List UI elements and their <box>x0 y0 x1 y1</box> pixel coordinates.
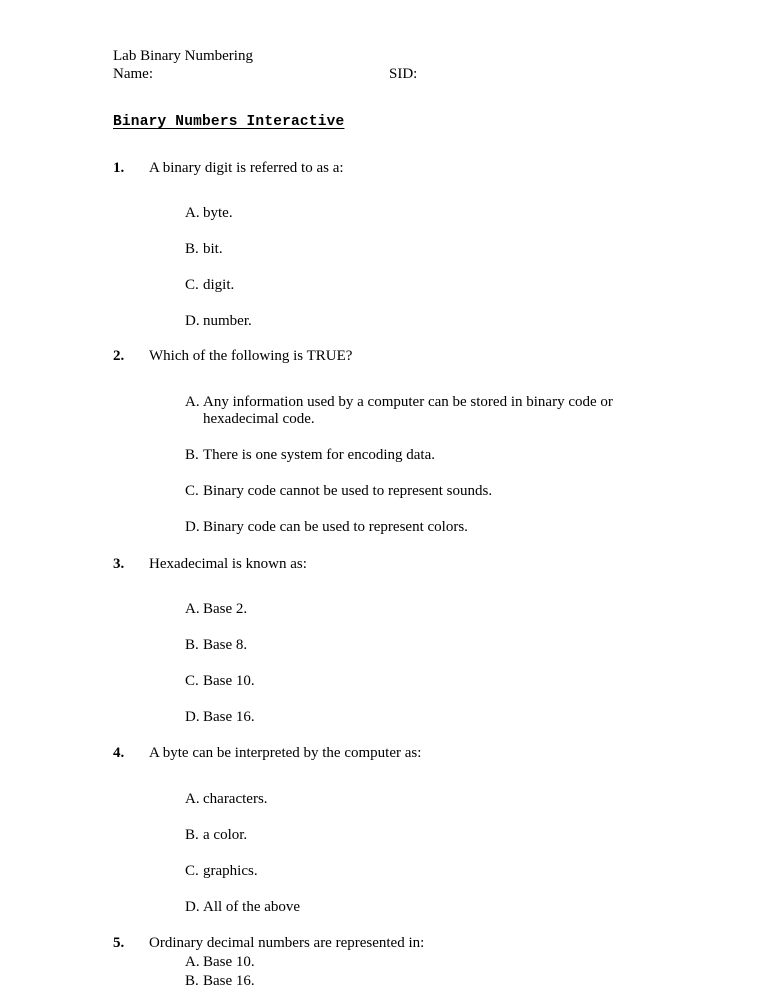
option-letter: D. <box>185 899 200 915</box>
answer-option <box>185 241 683 258</box>
sid-label: SID: <box>389 66 418 82</box>
answer-option <box>185 483 683 500</box>
question-text: Which of the following is TRUE? <box>149 348 353 364</box>
answer-option <box>185 394 683 428</box>
answer-option <box>185 447 683 464</box>
lab-title: Lab Binary Numbering <box>113 48 253 64</box>
option-text: Base 16. <box>203 709 255 725</box>
answer-option <box>185 519 683 536</box>
answer-option <box>185 863 683 880</box>
question-text: Ordinary decimal numbers are represented in: <box>149 935 425 951</box>
option-text: Binary code can be used to represent colors. <box>203 519 468 535</box>
question-number: 3. <box>113 556 125 572</box>
name-label: Name: <box>113 66 153 82</box>
option-text: number. <box>203 313 252 329</box>
question-number: 2. <box>113 348 125 364</box>
option-text: There is one system for encoding data. <box>203 447 436 463</box>
option-letter: A. <box>185 791 200 807</box>
option-letter: C. <box>185 483 199 499</box>
answer-option <box>185 205 683 222</box>
option-text: Base 2. <box>203 601 248 617</box>
option-text: bit. <box>203 241 223 257</box>
answer-option <box>185 709 683 726</box>
option-letter: D. <box>185 709 200 725</box>
section-title: Binary Numbers Interactive <box>113 114 345 130</box>
question-text: A byte can be interpreted by the computer as: <box>149 745 422 761</box>
option-letter: B. <box>185 637 199 653</box>
answer-option <box>185 601 683 618</box>
question-number: 4. <box>113 745 125 761</box>
option-text: a color. <box>203 827 248 843</box>
option-letter: A. <box>185 954 200 970</box>
option-text: Base 16. <box>203 973 255 989</box>
option-letter: D. <box>185 313 200 329</box>
answer-option <box>185 313 683 330</box>
answer-option <box>185 277 683 294</box>
option-letter: D. <box>185 519 200 535</box>
option-text: Base 10. <box>203 673 255 689</box>
answer-option <box>185 673 683 690</box>
option-letter: C. <box>185 673 199 689</box>
option-text: graphics. <box>203 863 258 879</box>
answer-option <box>185 827 683 844</box>
option-text: Binary code cannot be used to represent sounds. <box>203 483 493 499</box>
answer-option <box>185 899 683 916</box>
answer-option <box>185 954 683 971</box>
option-letter: A. <box>185 601 200 617</box>
option-letter: B. <box>185 447 199 463</box>
answer-option <box>185 791 683 808</box>
option-text: Base 10. <box>203 954 255 970</box>
question-number: 5. <box>113 935 125 951</box>
option-letter: B. <box>185 827 199 843</box>
option-letter: C. <box>185 863 199 879</box>
question-text: A binary digit is referred to as a: <box>149 160 344 176</box>
question-number: 1. <box>113 160 125 176</box>
option-text: digit. <box>203 277 235 293</box>
option-text: byte. <box>203 205 233 221</box>
option-letter: B. <box>185 241 199 257</box>
option-letter: B. <box>185 973 199 989</box>
option-text: Base 8. <box>203 637 248 653</box>
answer-option <box>185 973 683 990</box>
option-text: characters. <box>203 791 268 807</box>
option-text: Any information used by a computer can be stored in binary code or hexadecimal code. <box>203 394 613 427</box>
option-letter: A. <box>185 205 200 221</box>
option-text: All of the above <box>203 899 301 915</box>
option-letter: A. <box>185 394 200 410</box>
answer-option <box>185 637 683 654</box>
option-letter: C. <box>185 277 199 293</box>
question-text: Hexadecimal is known as: <box>149 556 307 572</box>
